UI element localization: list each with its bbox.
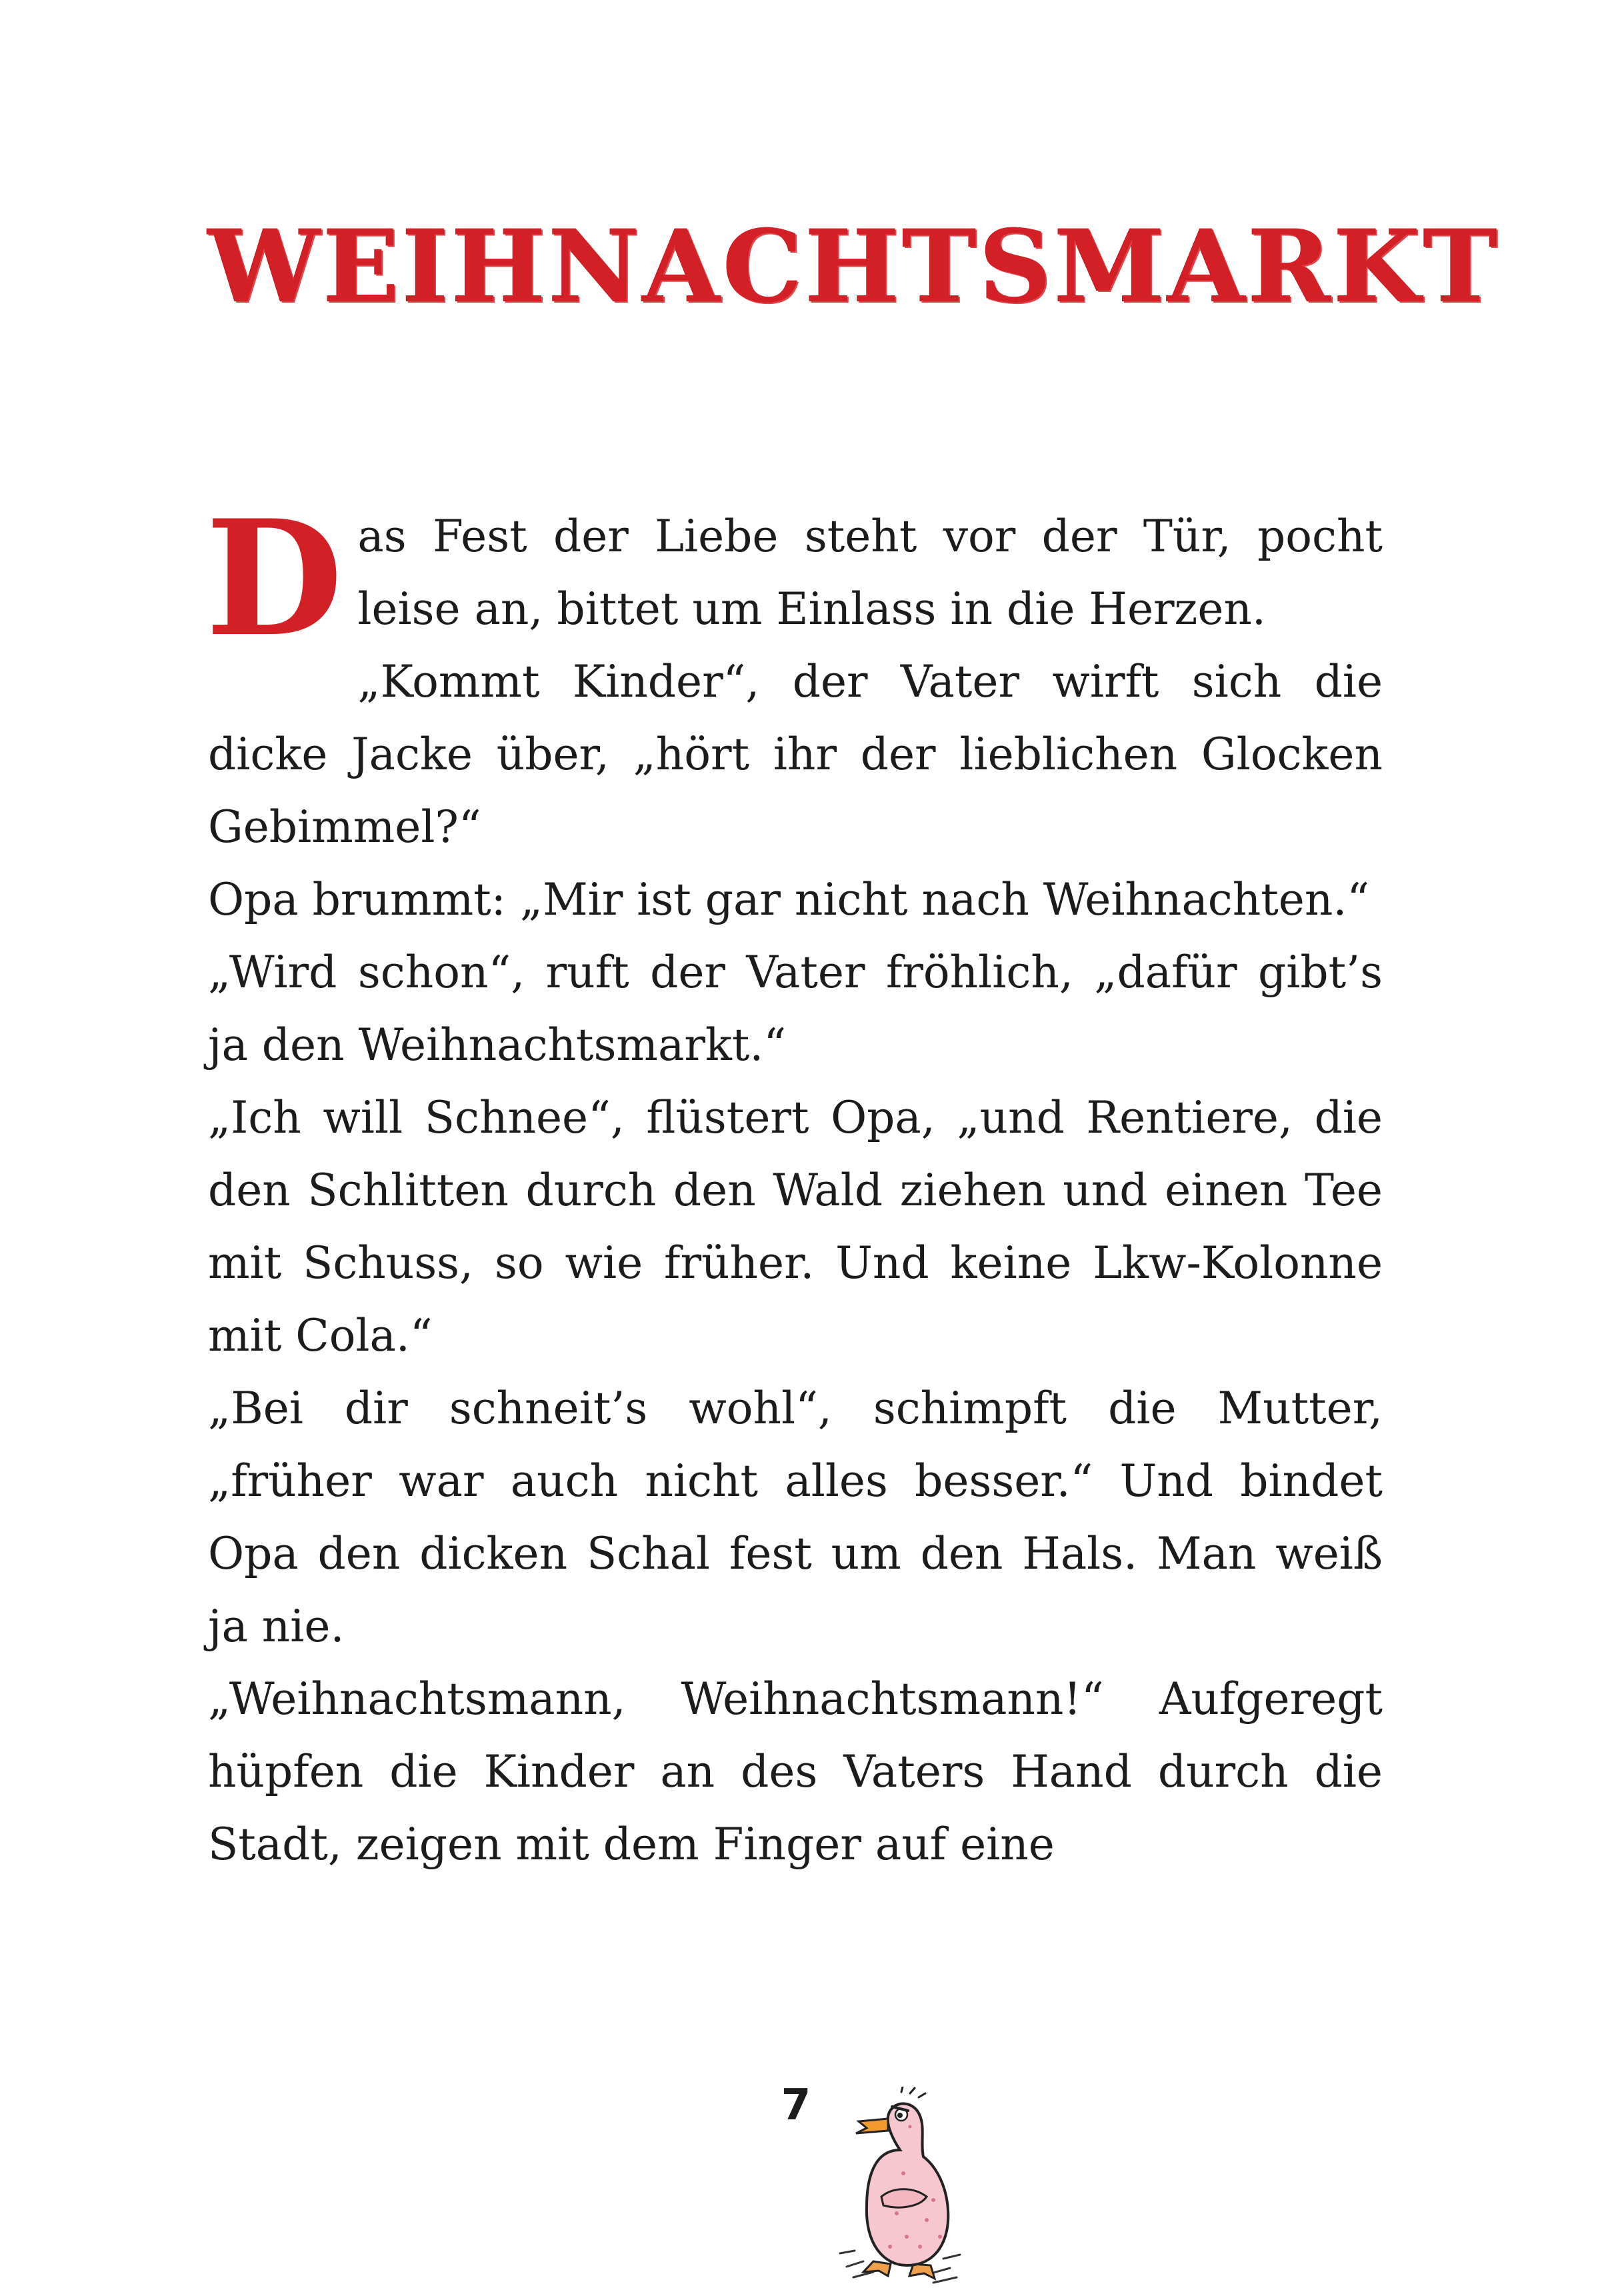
page-number: 7	[781, 2081, 811, 2130]
paragraph: „Wird schon“, ruft der Vater fröhlich, „dafür gibt’s ja den Weihnachtsmarkt.“	[208, 947, 1383, 1071]
body-text	[205, 486, 1383, 1881]
paragraph: „Ich will Schnee“, flüstert Opa, „und Rentiere, die den Schlitten durch den Wald ziehen und einen Tee mit Schuss, so wie früher. Und keine Lkw-Kolonne mit Cola.“	[208, 1092, 1383, 1361]
paragraph: „Weihnachtsmann, Weihnachtsmann!“ Aufgeregt hüpfen die Kinder an des Vaters Hand durch die Stadt, zeigen mit dem Finger auf eine	[208, 1673, 1383, 1870]
paragraph: „Bei dir schneit’s wohl“, schimpft die Mutter, „früher war auch nicht alles besser.“ Und bindet Opa den dicken Schal fest um den Hals. Man weiß ja nie.	[208, 1383, 1383, 1652]
opening-paragraph	[205, 486, 1383, 672]
paragraph: Opa brummt: „Mir ist gar nicht nach Weihnachten.“	[208, 874, 1370, 925]
opening-paragraph-text: as Fest der Liebe steht vor der Tür, pocht leise an, bittet um Einlass in die Herzen.	[357, 511, 1383, 635]
chapter-title: WEIHNACHTSMARKT	[208, 208, 1501, 325]
drop-cap: D	[205, 486, 343, 672]
paragraph: „Kommt Kinder“, der Vater wirft sich die dicke Jacke über, „hört ihr der lieblichen Glocken Gebimmel?“	[208, 656, 1383, 853]
goose-illustration-icon	[827, 2087, 980, 2287]
